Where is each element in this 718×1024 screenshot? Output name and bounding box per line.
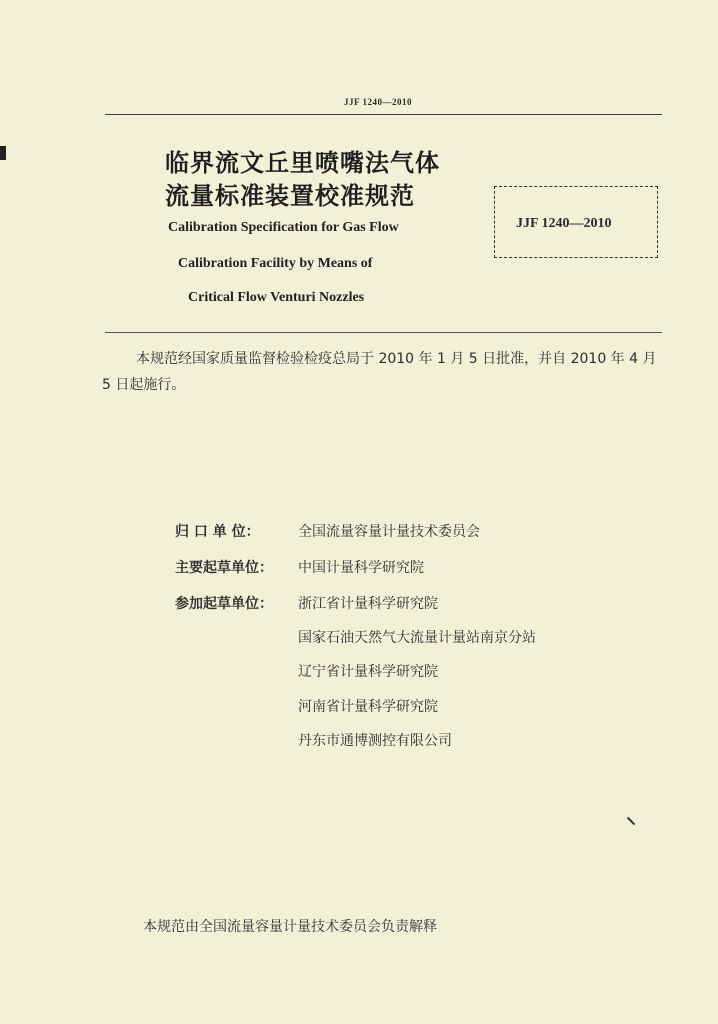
- scan-speck: [627, 817, 635, 825]
- mid-rule: [105, 332, 662, 333]
- unit-label: 归 口 单 位：: [175, 524, 260, 540]
- margin-mark: [0, 146, 6, 160]
- unit-value: 中国计量科学研究院: [298, 560, 424, 576]
- unit-value: 辽宁省计量科学研究院: [298, 664, 438, 680]
- approval-statement: 本规范经国家质量监督检验检疫总局于 2010 年 1 月 5 日批准，并自 2010 年 4 月 5 日起施行。: [102, 351, 657, 393]
- footer-note: 本规范由全国流量容量计量技术委员会负责解释: [143, 919, 437, 935]
- specification-code: JJF 1240—2010: [516, 216, 612, 231]
- top-rule: [105, 114, 662, 115]
- title-en-line-3: Critical Flow Venturi Nozzles: [188, 290, 365, 305]
- unit-value: 全国流量容量计量技术委员会: [298, 524, 480, 540]
- running-head: JJF 1240—2010: [344, 97, 412, 107]
- unit-value: 国家石油天然气大流量计量站南京分站: [298, 630, 536, 646]
- title-cn-line-1: 临界流文丘里喷嘴法气体: [165, 149, 440, 177]
- unit-label: 参加起草单位：: [175, 596, 273, 612]
- title-en-line-1: Calibration Specification for Gas Flow: [168, 220, 399, 235]
- unit-label: 主要起草单位：: [175, 560, 273, 576]
- unit-value: 河南省计量科学研究院: [298, 699, 438, 715]
- unit-value: 丹东市通博测控有限公司: [298, 733, 452, 749]
- title-en-line-2: Calibration Facility by Means of: [178, 256, 373, 271]
- title-cn-line-2: 流量标准装置校准规范: [165, 182, 415, 210]
- unit-value: 浙江省计量科学研究院: [298, 596, 438, 612]
